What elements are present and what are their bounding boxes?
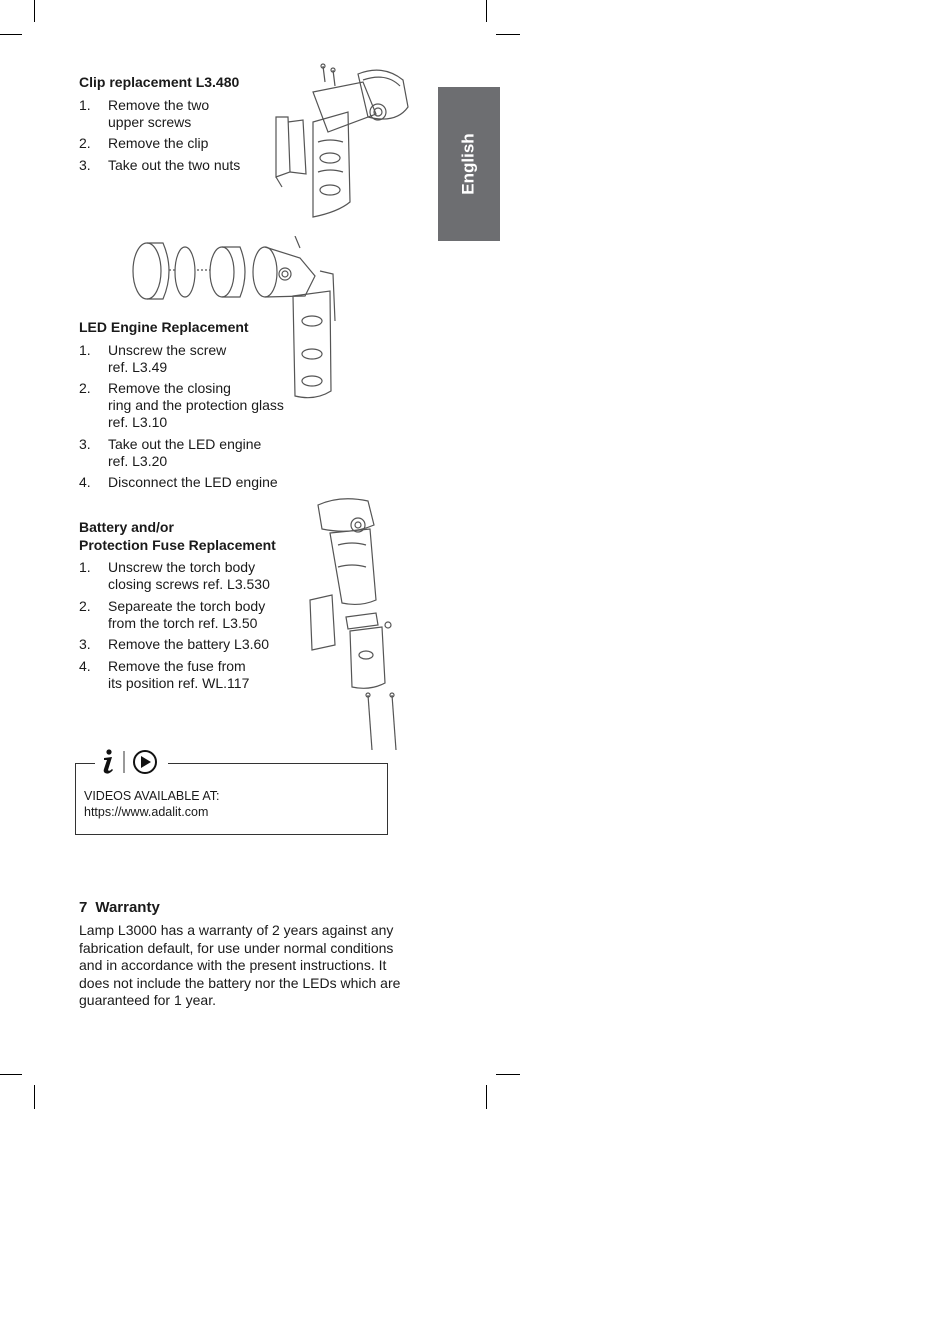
info-icons [98,748,160,776]
info-text [84,788,219,820]
list-item: 1. Unscrew the torch body closing screws ref. L3.530 [79,559,270,592]
list-item: 3. Remove the battery L3.60 [79,636,270,652]
battery-illustration [300,495,412,757]
warranty-title: Warranty [95,899,160,916]
crop-mark [496,1074,520,1075]
clip-steps [79,97,240,174]
crop-mark [34,0,35,22]
crop-mark [496,34,520,35]
list-item: 2. Separeate the torch body from the torch ref. L3.50 [79,597,266,631]
list-item: 2. Remove the clip [79,135,209,151]
crop-mark [486,1085,487,1109]
list-item: 4. Disconnect the LED engine [79,474,278,490]
videos-label: VIDEOS AVAILABLE AT: [84,789,220,803]
list-item: 1. Remove the two upper screws [79,96,210,130]
warranty-body: Lamp L3000 has a warranty of 2 years against any fabrication default, for use under normal conditions and in accordance with the present instructions. It does not include the battery nor the LEDs which are guaranteed for 1 year. [79,922,401,1008]
list-item: 3. Take out the two nuts [79,156,241,173]
list-item: 4. Remove the fuse from its position ref. WL.117 [79,657,250,691]
list-item: 1. Unscrew the screw ref. L3.49 [79,341,227,375]
battery-section [79,519,276,696]
warranty-heading [79,899,160,916]
list-item: 2. Remove the closing ring and the protection glass ref. L3.10 [79,380,284,430]
clip-section [79,74,240,178]
website-link[interactable]: https://www.adalit.com [84,805,209,819]
language-tab [438,87,500,241]
play-icon [134,751,156,773]
section-number: 7 [79,899,88,916]
battery-steps [79,559,276,692]
crop-mark [34,1085,35,1109]
info-icon [104,749,113,773]
led-steps [79,342,284,492]
battery-heading: Battery and/or Protection Fuse Replacement [79,519,276,553]
clip-illustration [268,62,418,237]
language-tab-label: English [459,133,478,195]
led-section [79,319,284,496]
clip-heading: Clip replacement L3.480 [79,74,240,90]
list-item: 3. Take out the LED engine ref. L3.20 [79,435,262,469]
crop-mark [0,1074,22,1075]
led-heading: LED Engine Replacement [79,319,249,335]
info-box-divider [75,763,95,764]
crop-mark [486,0,487,22]
crop-mark [0,34,22,35]
info-box-divider [168,763,387,764]
